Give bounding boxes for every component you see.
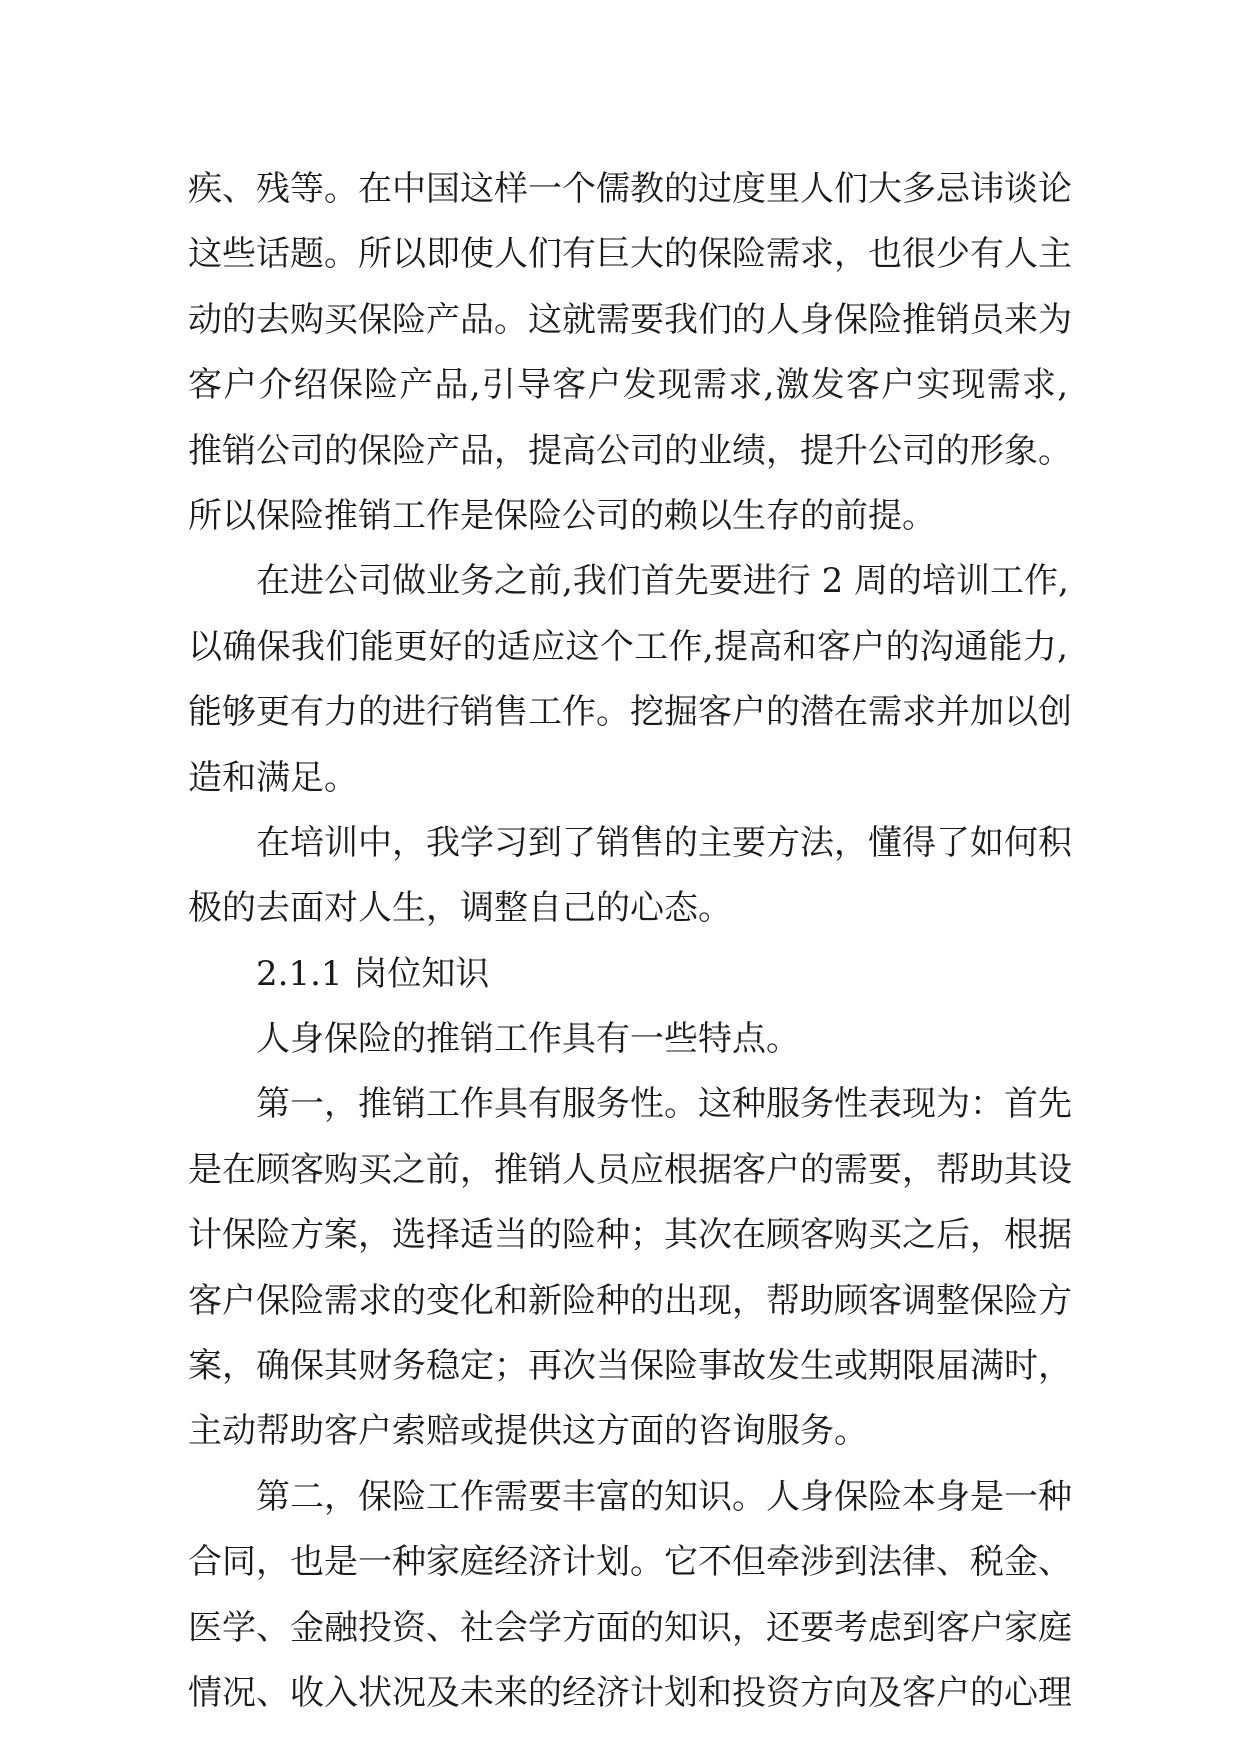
text-line: 第二，保险工作需要丰富的知识。人身保险本身是一种 [256,1476,1072,1517]
text-line: 在培训中，我学习到了销售的主要方法，懂得了如何积 [256,822,1072,863]
document-body [188,157,1072,1726]
text-line: 2.1.1 岗位知识 [256,953,490,994]
text-line: 在进公司做业务之前,我们首先要进行 2 周的培训工作, [256,561,1069,602]
text-line: 计保险方案，选择适当的险种；其次在顾客购买之后，根据 [188,1215,1072,1256]
text-line: 第一，推销工作具有服务性。这种服务性表现为：首先 [256,1084,1072,1125]
text-line: 主动帮助客户索赔或提供这方面的咨询服务。 [188,1411,868,1452]
text-line: 造和满足。 [188,757,358,798]
text-line: 客户介绍保险产品,引导客户发现需求,激发客户实现需求, [188,365,1068,406]
text-line: 动的去购买保险产品。这就需要我们的人身保险推销员来为 [188,299,1072,340]
text-line: 所以保险推销工作是保险公司的赖以生存的前提。 [188,495,936,536]
text-line: 推销公司的保险产品，提高公司的业绩，提升公司的形象。 [188,430,1072,471]
text-line: 医学、金融投资、社会学方面的知识，还要考虑到客户家庭 [188,1607,1072,1648]
text-line: 情况、收入状况及未来的经济计划和投资方向及客户的心理 [188,1672,1072,1713]
text-line: 以确保我们能更好的适应这个工作,提高和客户的沟通能力, [188,626,1068,667]
text-line: 极的去面对人生，调整自己的心态。 [188,888,732,929]
text-line: 疾、残等。在中国这样一个儒教的过度里人们大多忌讳谈论 [188,169,1072,209]
text-line: 这些话题。所以即使人们有巨大的保险需求，也很少有人主 [188,234,1072,275]
text-line: 人身保险的推销工作具有一些特点。 [256,1019,800,1060]
text-line: 是在顾客购买之前，推销人员应根据客户的需要，帮助其设 [188,1149,1072,1190]
text-line: 客户保险需求的变化和新险种的出现，帮助顾客调整保险方 [188,1280,1072,1321]
text-line: 合同，也是一种家庭经济计划。它不但牵涉到法律、税金、 [188,1542,1072,1583]
text-line: 案，确保其财务稳定；再次当保险事故发生或期限届满时， [188,1346,1072,1387]
text-line: 能够更有力的进行销售工作。挖掘客户的潜在需求并加以创 [188,692,1072,733]
